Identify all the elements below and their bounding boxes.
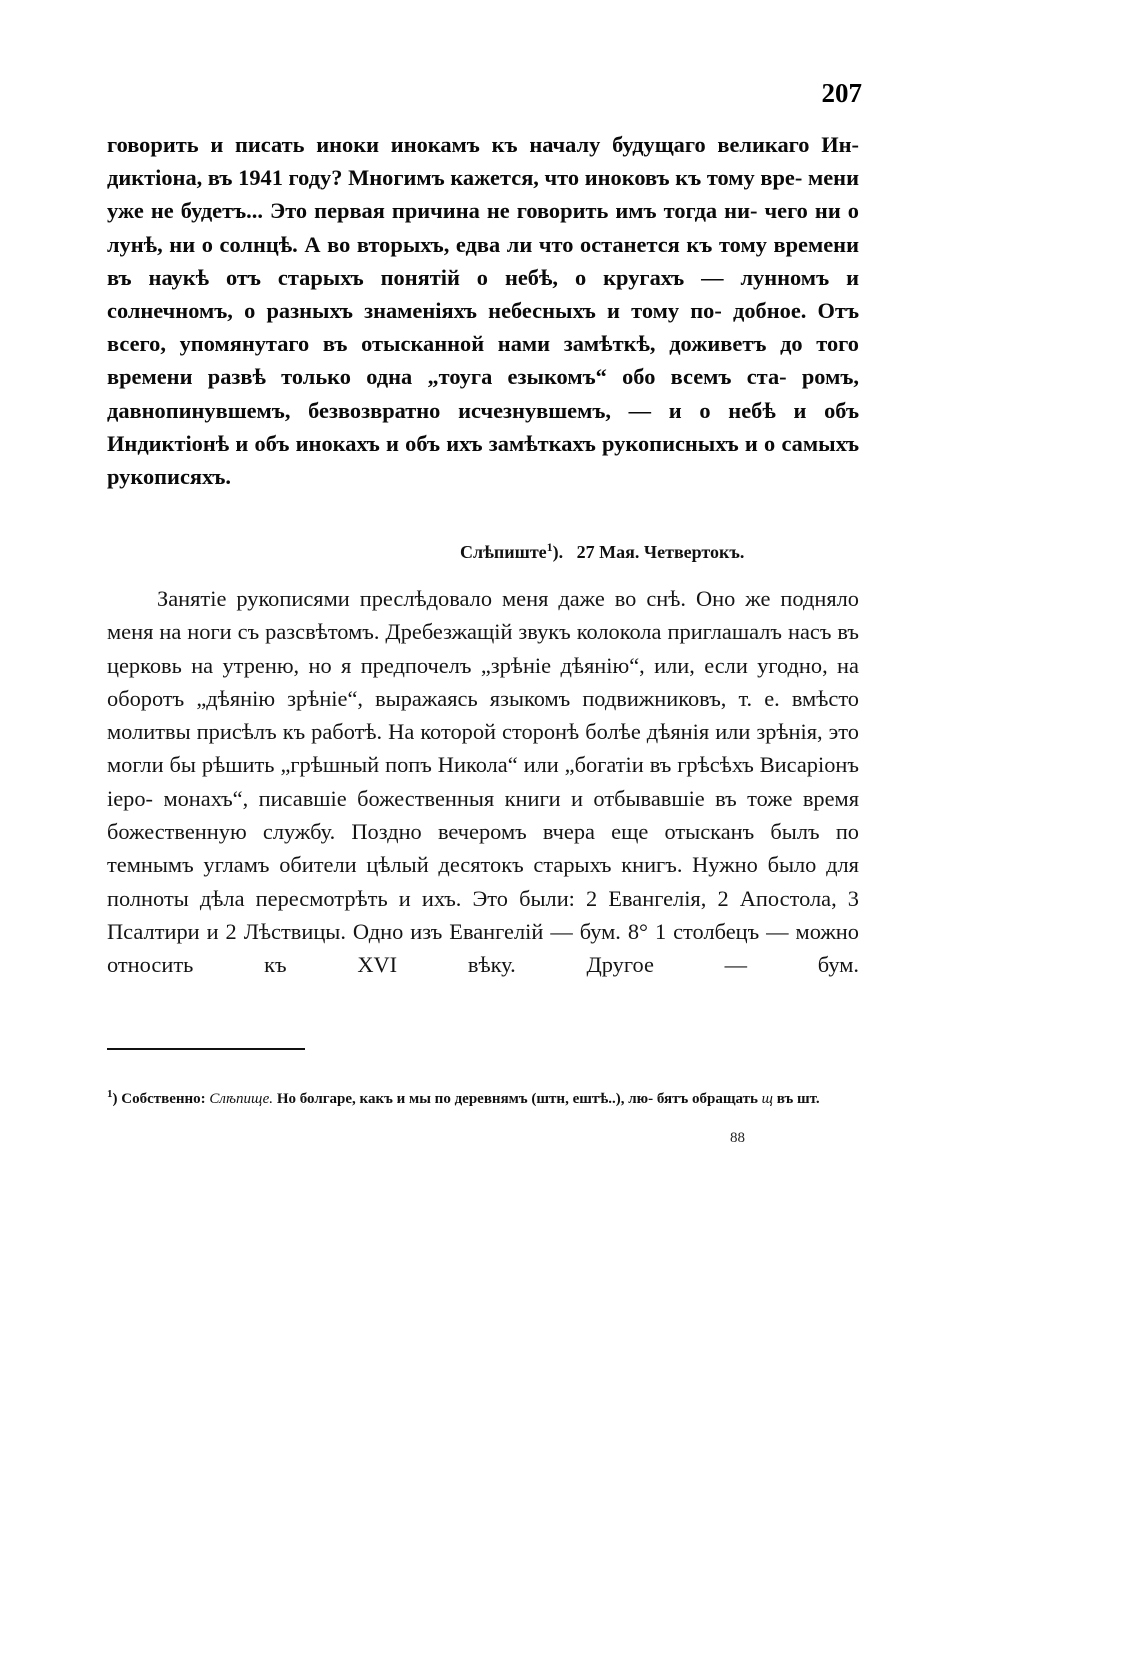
paragraph-line: языкомъ подвижниковъ, т. е. вмѣсто молитвы присѣлъ къ работѣ. На — [107, 685, 859, 745]
footnote-text: въ шт. — [772, 1091, 820, 1107]
footnote-text: бятъ обращать — [656, 1091, 762, 1107]
paragraph-line: по темнымъ угламъ обители цѣлый десятокъ старыхъ книгъ. Нужно — [107, 819, 859, 878]
body-paragraph — [107, 582, 859, 982]
paragraph-line: чего ни о лунѣ, ни о солнцѣ. А во вторыхъ, едва ли что останется къ — [107, 198, 859, 257]
footnote-term: Слѣпище. — [209, 1091, 274, 1107]
footnote-text: Собственно: — [121, 1091, 210, 1107]
paragraph-line: и о самыхъ рукописяхъ. — [107, 430, 859, 490]
paragraph-line: приглашалъ насъ въ церковь на утреню, но я предпочелъ „зрѣнiе — [107, 619, 859, 678]
paragraph-line: до того времени развѣ только одна „тоуга езыкомъ“ обо всемъ ста- — [107, 331, 859, 390]
footnote: $^1$) Собственно: Слѣпище. Но болгаре, какъ и мы по деревнямъ (штн, ештѣ..), лю- бятъ обращать щ въ шт. — [107, 1088, 820, 1107]
paragraph-line: объ Индиктiонѣ и объ инокахъ и объ ихъ замѣткахъ рукописныхъ — [107, 397, 859, 456]
section-heading: Слѣпиште$^1$). 27 Мая. Четвертокъ. — [460, 540, 745, 562]
paragraph-line: монахъ“, писавшiе божественныя книги и отбывавшiе въ тоже время — [163, 785, 859, 811]
paragraph-line: Занятiе рукописями преслѣдовало меня даже во снѣ. Оно же — [157, 586, 771, 611]
paragraph-line: 2 Апостола, 3 Псалтири и 2 Лѣствицы. Одно изъ Евангелiй — — [107, 885, 859, 944]
page-number: 207 — [821, 78, 862, 108]
paragraph-line: диктiона, въ 1941 году? Многимъ кажется, что иноковъ къ тому вре- — [107, 165, 803, 191]
paragraph-line: мени уже не будетъ... Это первая причина не говорить имъ тогда ни- — [107, 165, 859, 224]
paragraph-line: которой сторонѣ болѣе дѣянiя или зрѣнiя, это могли бы рѣшить — [107, 719, 859, 778]
paragraph-line: добное. Отъ всего, упомянутаго въ отысканной нами замѣткѣ, доживетъ — [107, 298, 860, 357]
paragraph-line: божественную службу. Поздно вечеромъ вчера еще отысканъ былъ — [107, 819, 820, 845]
paragraph-line: ромъ, давнопинувшемъ, безвозвратно исчезнувшемъ, — и о небѣ и — [107, 364, 859, 423]
footnote-divider — [107, 1048, 305, 1050]
heading-place: Слѣпиште — [460, 542, 547, 562]
footnote-reference[interactable]: 1 — [546, 540, 553, 554]
heading-date: 27 Мая. Четвертокъ. — [576, 542, 745, 562]
paragraph-line: было для полноты дѣла пересмотрѣть и ихъ. Это были: 2 Евангелiя, — [107, 852, 859, 911]
paragraph-line: лунномъ и солнечномъ, о разныхъ знаменiяхъ небесныхъ и тому по- — [107, 264, 859, 324]
footnote-mark: 1 — [107, 1088, 113, 1100]
paragraph-line: говорить и писать иноки инокамъ къ началу будущаго великаго Ин- — [107, 132, 859, 157]
continued-paragraph — [107, 128, 859, 493]
footnote-text: Но болгаре, какъ и мы по деревнямъ (штн, ештѣ..), лю- — [273, 1091, 654, 1107]
paragraph-line: дѣянiю“, или, если угодно, на оборотъ „дѣянiю зрѣнiе“, выражаясь — [107, 652, 859, 711]
paragraph-line: подняло меня на ноги съ разсвѣтомъ. Дребезжащiй звукъ колокола — [107, 586, 859, 645]
footnote-term: щ — [761, 1091, 773, 1107]
paragraph-line: „грѣшный попъ Никола“ или „богатiи въ грѣсѣхъ Висарiонъ iеро- — [107, 752, 859, 811]
paragraph-line: тому времени въ наукѣ отъ старыхъ понятiй о небѣ, о кругахъ — — [107, 231, 859, 290]
paragraph-line: бум. 8° 1 столбецъ — можно относить къ XVI вѣку. Другое — бум. — [107, 918, 859, 978]
signature-number: 88 — [730, 1130, 745, 1146]
